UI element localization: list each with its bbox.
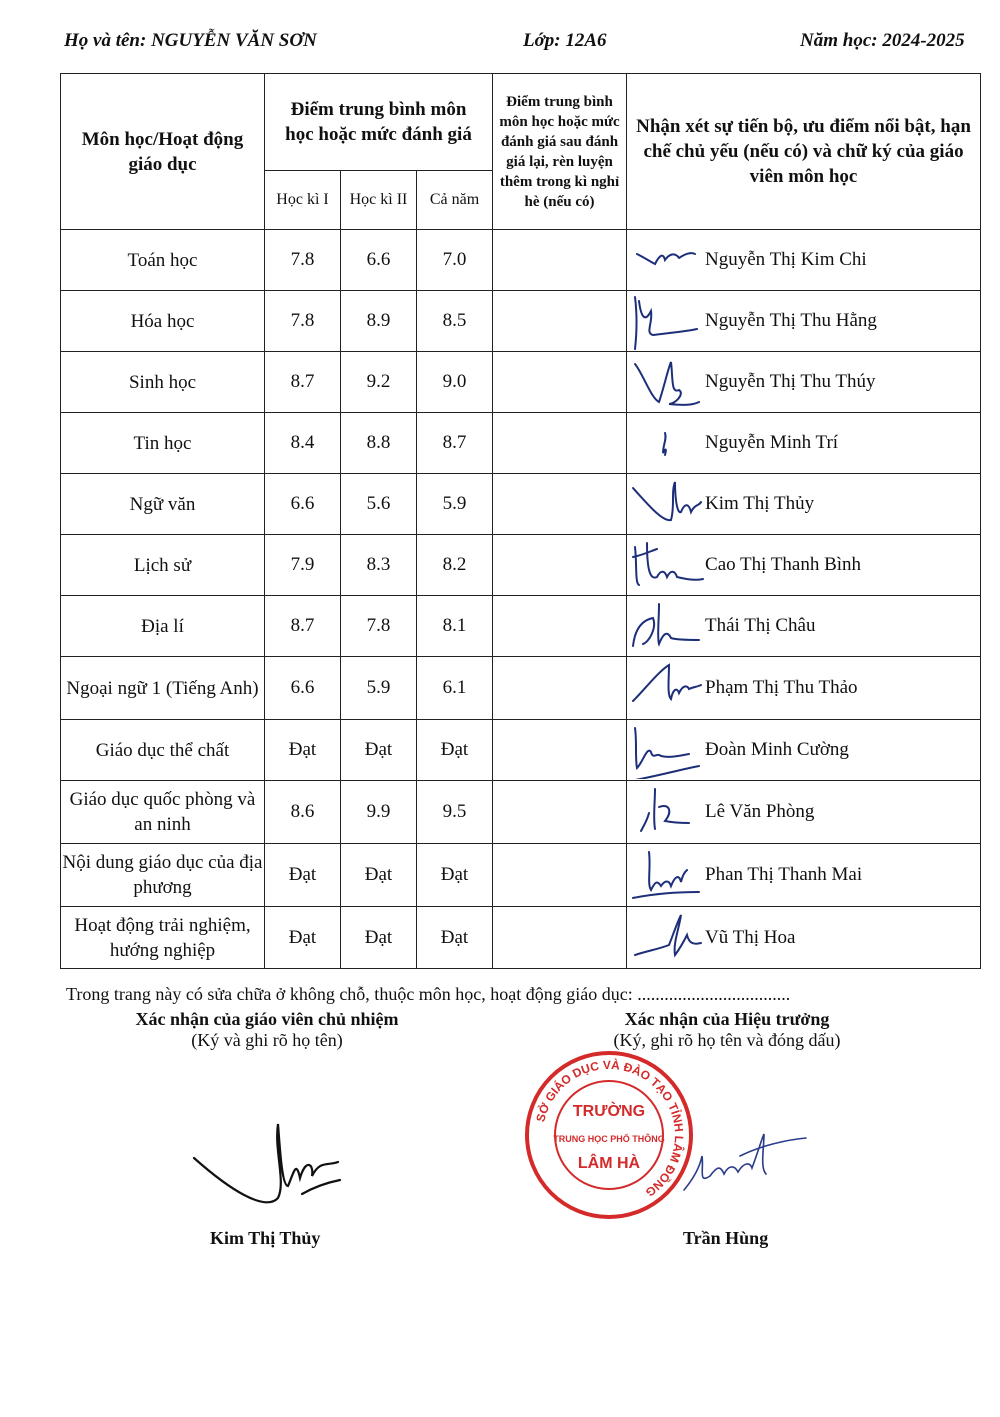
header-retest: Điểm trung bình môn học hoặc mức đánh giá sau đánh giá lại, rèn luyện thêm trong kì nghỉ hè (nếu có) (493, 74, 627, 230)
hk2-cell: 9.9 (341, 781, 417, 844)
correction-note: Trong trang này có sửa chữa ở không chỗ, thuộc môn học, hoạt động giáo dục: .................................. (66, 984, 791, 1004)
teacher-cell (627, 844, 981, 907)
year-cell: 9.5 (417, 781, 493, 844)
subject-cell: Ngữ văn (61, 474, 265, 535)
hk1-cell: 6.6 (265, 474, 341, 535)
teacher-cell (627, 291, 981, 352)
principal-confirm (587, 1009, 867, 1051)
hk2-cell: 7.8 (341, 596, 417, 657)
subject-cell: Địa lí (61, 596, 265, 657)
homeroom-name: Kim Thị Thủy (210, 1228, 321, 1248)
header-average: Điểm trung bình môn học hoặc mức đánh giá (265, 74, 493, 171)
teacher-cell (627, 781, 981, 844)
retest-cell (493, 720, 627, 781)
subject-cell: Hóa học (61, 291, 265, 352)
hk2-cell: 9.2 (341, 352, 417, 413)
student-name: Họ và tên: NGUYỄN VĂN SƠN (64, 30, 317, 51)
year-cell: 8.7 (417, 413, 493, 474)
teacher-name: Nguyễn Minh Trí (705, 432, 839, 453)
hk2-cell: 8.3 (341, 535, 417, 596)
homeroom-signature (190, 1120, 345, 1215)
principal-signature (680, 1128, 810, 1198)
teacher-signature (629, 722, 705, 779)
teacher-signature (629, 598, 705, 655)
teacher-name: Kim Thị Thủy (705, 493, 815, 514)
header-year: Cả năm (417, 171, 493, 230)
retest-cell (493, 291, 627, 352)
svg-text:TRUNG HỌC PHỔ THÔNG: TRUNG HỌC PHỔ THÔNG (553, 1134, 665, 1144)
table-row (61, 657, 981, 720)
hk2-cell: 8.8 (341, 413, 417, 474)
table-row (61, 230, 981, 291)
teacher-name: Thái Thị Châu (705, 615, 816, 636)
retest-cell (493, 413, 627, 474)
table-row (61, 781, 981, 844)
school-seal (524, 1050, 694, 1220)
document-header (0, 30, 1000, 56)
teacher-signature (629, 476, 705, 533)
year-cell: 6.1 (417, 657, 493, 720)
subject-cell: Nội dung giáo dục của địa phương (61, 844, 265, 907)
hk1-cell: 7.9 (265, 535, 341, 596)
teacher-cell (627, 413, 981, 474)
hk1-cell: 7.8 (265, 291, 341, 352)
table-row (61, 720, 981, 781)
header-comment: Nhận xét sự tiến bộ, ưu điểm nổi bật, hạn chế chủ yếu (nếu có) và chữ ký của giáo viên môn học (627, 74, 981, 230)
hk1-cell: Đạt (265, 907, 341, 969)
teacher-signature (629, 909, 705, 967)
subject-cell: Ngoại ngữ 1 (Tiếng Anh) (61, 657, 265, 720)
hk1-cell: 7.8 (265, 230, 341, 291)
teacher-cell (627, 720, 981, 781)
hk1-cell: Đạt (265, 844, 341, 907)
year-cell: 8.2 (417, 535, 493, 596)
svg-text:LÂM HÀ: LÂM HÀ (577, 1155, 641, 1172)
table-row (61, 596, 981, 657)
retest-cell (493, 474, 627, 535)
grade-table (60, 73, 981, 969)
teacher-name: Phan Thị Thanh Mai (705, 864, 863, 885)
retest-cell (493, 844, 627, 907)
year-cell: 8.1 (417, 596, 493, 657)
table-row (61, 844, 981, 907)
subject-cell: Giáo dục thể chất (61, 720, 265, 781)
table-row (61, 291, 981, 352)
homeroom-confirm (100, 1009, 434, 1051)
teacher-signature (629, 232, 705, 289)
retest-cell (493, 535, 627, 596)
retest-cell (493, 657, 627, 720)
hk1-cell: 8.4 (265, 413, 341, 474)
table-row (61, 474, 981, 535)
teacher-cell (627, 907, 981, 969)
year-cell: Đạt (417, 844, 493, 907)
hk2-cell: 6.6 (341, 230, 417, 291)
year-cell: 8.5 (417, 291, 493, 352)
teacher-name: Nguyễn Thị Thu Thúy (705, 371, 876, 392)
hk1-cell: 8.7 (265, 596, 341, 657)
teacher-signature (629, 415, 705, 472)
teacher-signature (629, 783, 705, 842)
teacher-signature (629, 537, 705, 594)
retest-cell (493, 781, 627, 844)
retest-cell (493, 352, 627, 413)
teacher-signature (629, 659, 705, 718)
subject-cell: Giáo dục quốc phòng và an ninh (61, 781, 265, 844)
homeroom-confirm-sub: (Ký và ghi rõ họ tên) (191, 1030, 343, 1050)
year-cell: Đạt (417, 907, 493, 969)
subject-cell: Sinh học (61, 352, 265, 413)
retest-cell (493, 596, 627, 657)
header-hk2: Học kì II (341, 171, 417, 230)
hk2-cell: 5.6 (341, 474, 417, 535)
subject-cell: Hoạt động trải nghiệm, hướng nghiệp (61, 907, 265, 969)
teacher-cell (627, 535, 981, 596)
teacher-signature (629, 293, 705, 350)
table-row (61, 535, 981, 596)
teacher-signature (629, 846, 705, 905)
teacher-name: Lê Văn Phòng (705, 801, 815, 822)
subject-cell: Tin học (61, 413, 265, 474)
table-row (61, 352, 981, 413)
teacher-name: Vũ Thị Hoa (705, 926, 796, 948)
table-row (61, 413, 981, 474)
table-row (61, 907, 981, 969)
homeroom-confirm-title: Xác nhận của giáo viên chủ nhiệm (135, 1009, 399, 1029)
retest-cell (493, 230, 627, 291)
year-cell: 5.9 (417, 474, 493, 535)
subject-cell: Toán học (61, 230, 265, 291)
svg-text:TRƯỜNG: TRƯỜNG (572, 1103, 646, 1120)
teacher-name: Nguyễn Thị Thu Hằng (705, 310, 877, 331)
hk2-cell: Đạt (341, 907, 417, 969)
subject-cell: Lịch sử (61, 535, 265, 596)
teacher-name: Cao Thị Thanh Bình (705, 554, 862, 575)
principal-confirm-title: Xác nhận của Hiệu trưởng (624, 1009, 830, 1029)
year-cell: Đạt (417, 720, 493, 781)
teacher-name: Phạm Thị Thu Thảo (705, 677, 858, 698)
header-subject: Môn học/Hoạt động giáo dục (61, 74, 265, 230)
year-cell: 9.0 (417, 352, 493, 413)
hk2-cell: 5.9 (341, 657, 417, 720)
teacher-name: Đoàn Minh Cường (705, 739, 849, 760)
hk2-cell: 8.9 (341, 291, 417, 352)
school-year: Năm học: 2024-2025 (800, 30, 965, 51)
class-label: Lớp: 12A6 (523, 30, 607, 51)
hk1-cell: 6.6 (265, 657, 341, 720)
svg-text:SỞ GIÁO DỤC VÀ ĐÀO TẠO TỈNH LÂ: SỞ GIÁO DỤC VÀ ĐÀO TẠO TỈNH LÂM ĐỒNG (533, 1057, 687, 1200)
teacher-signature (629, 354, 705, 411)
hk2-cell: Đạt (341, 844, 417, 907)
header-hk1: Học kì I (265, 171, 341, 230)
teacher-cell (627, 230, 981, 291)
teacher-cell (627, 474, 981, 535)
teacher-cell (627, 657, 981, 720)
hk1-cell: 8.7 (265, 352, 341, 413)
principal-name: Trần Hùng (683, 1228, 769, 1248)
hk2-cell: Đạt (341, 720, 417, 781)
retest-cell (493, 907, 627, 969)
year-cell: 7.0 (417, 230, 493, 291)
hk1-cell: Đạt (265, 720, 341, 781)
teacher-cell (627, 352, 981, 413)
teacher-cell (627, 596, 981, 657)
teacher-name: Nguyễn Thị Kim Chi (705, 249, 867, 270)
principal-confirm-sub: (Ký, ghi rõ họ tên và đóng dấu) (613, 1030, 841, 1050)
hk1-cell: 8.6 (265, 781, 341, 844)
